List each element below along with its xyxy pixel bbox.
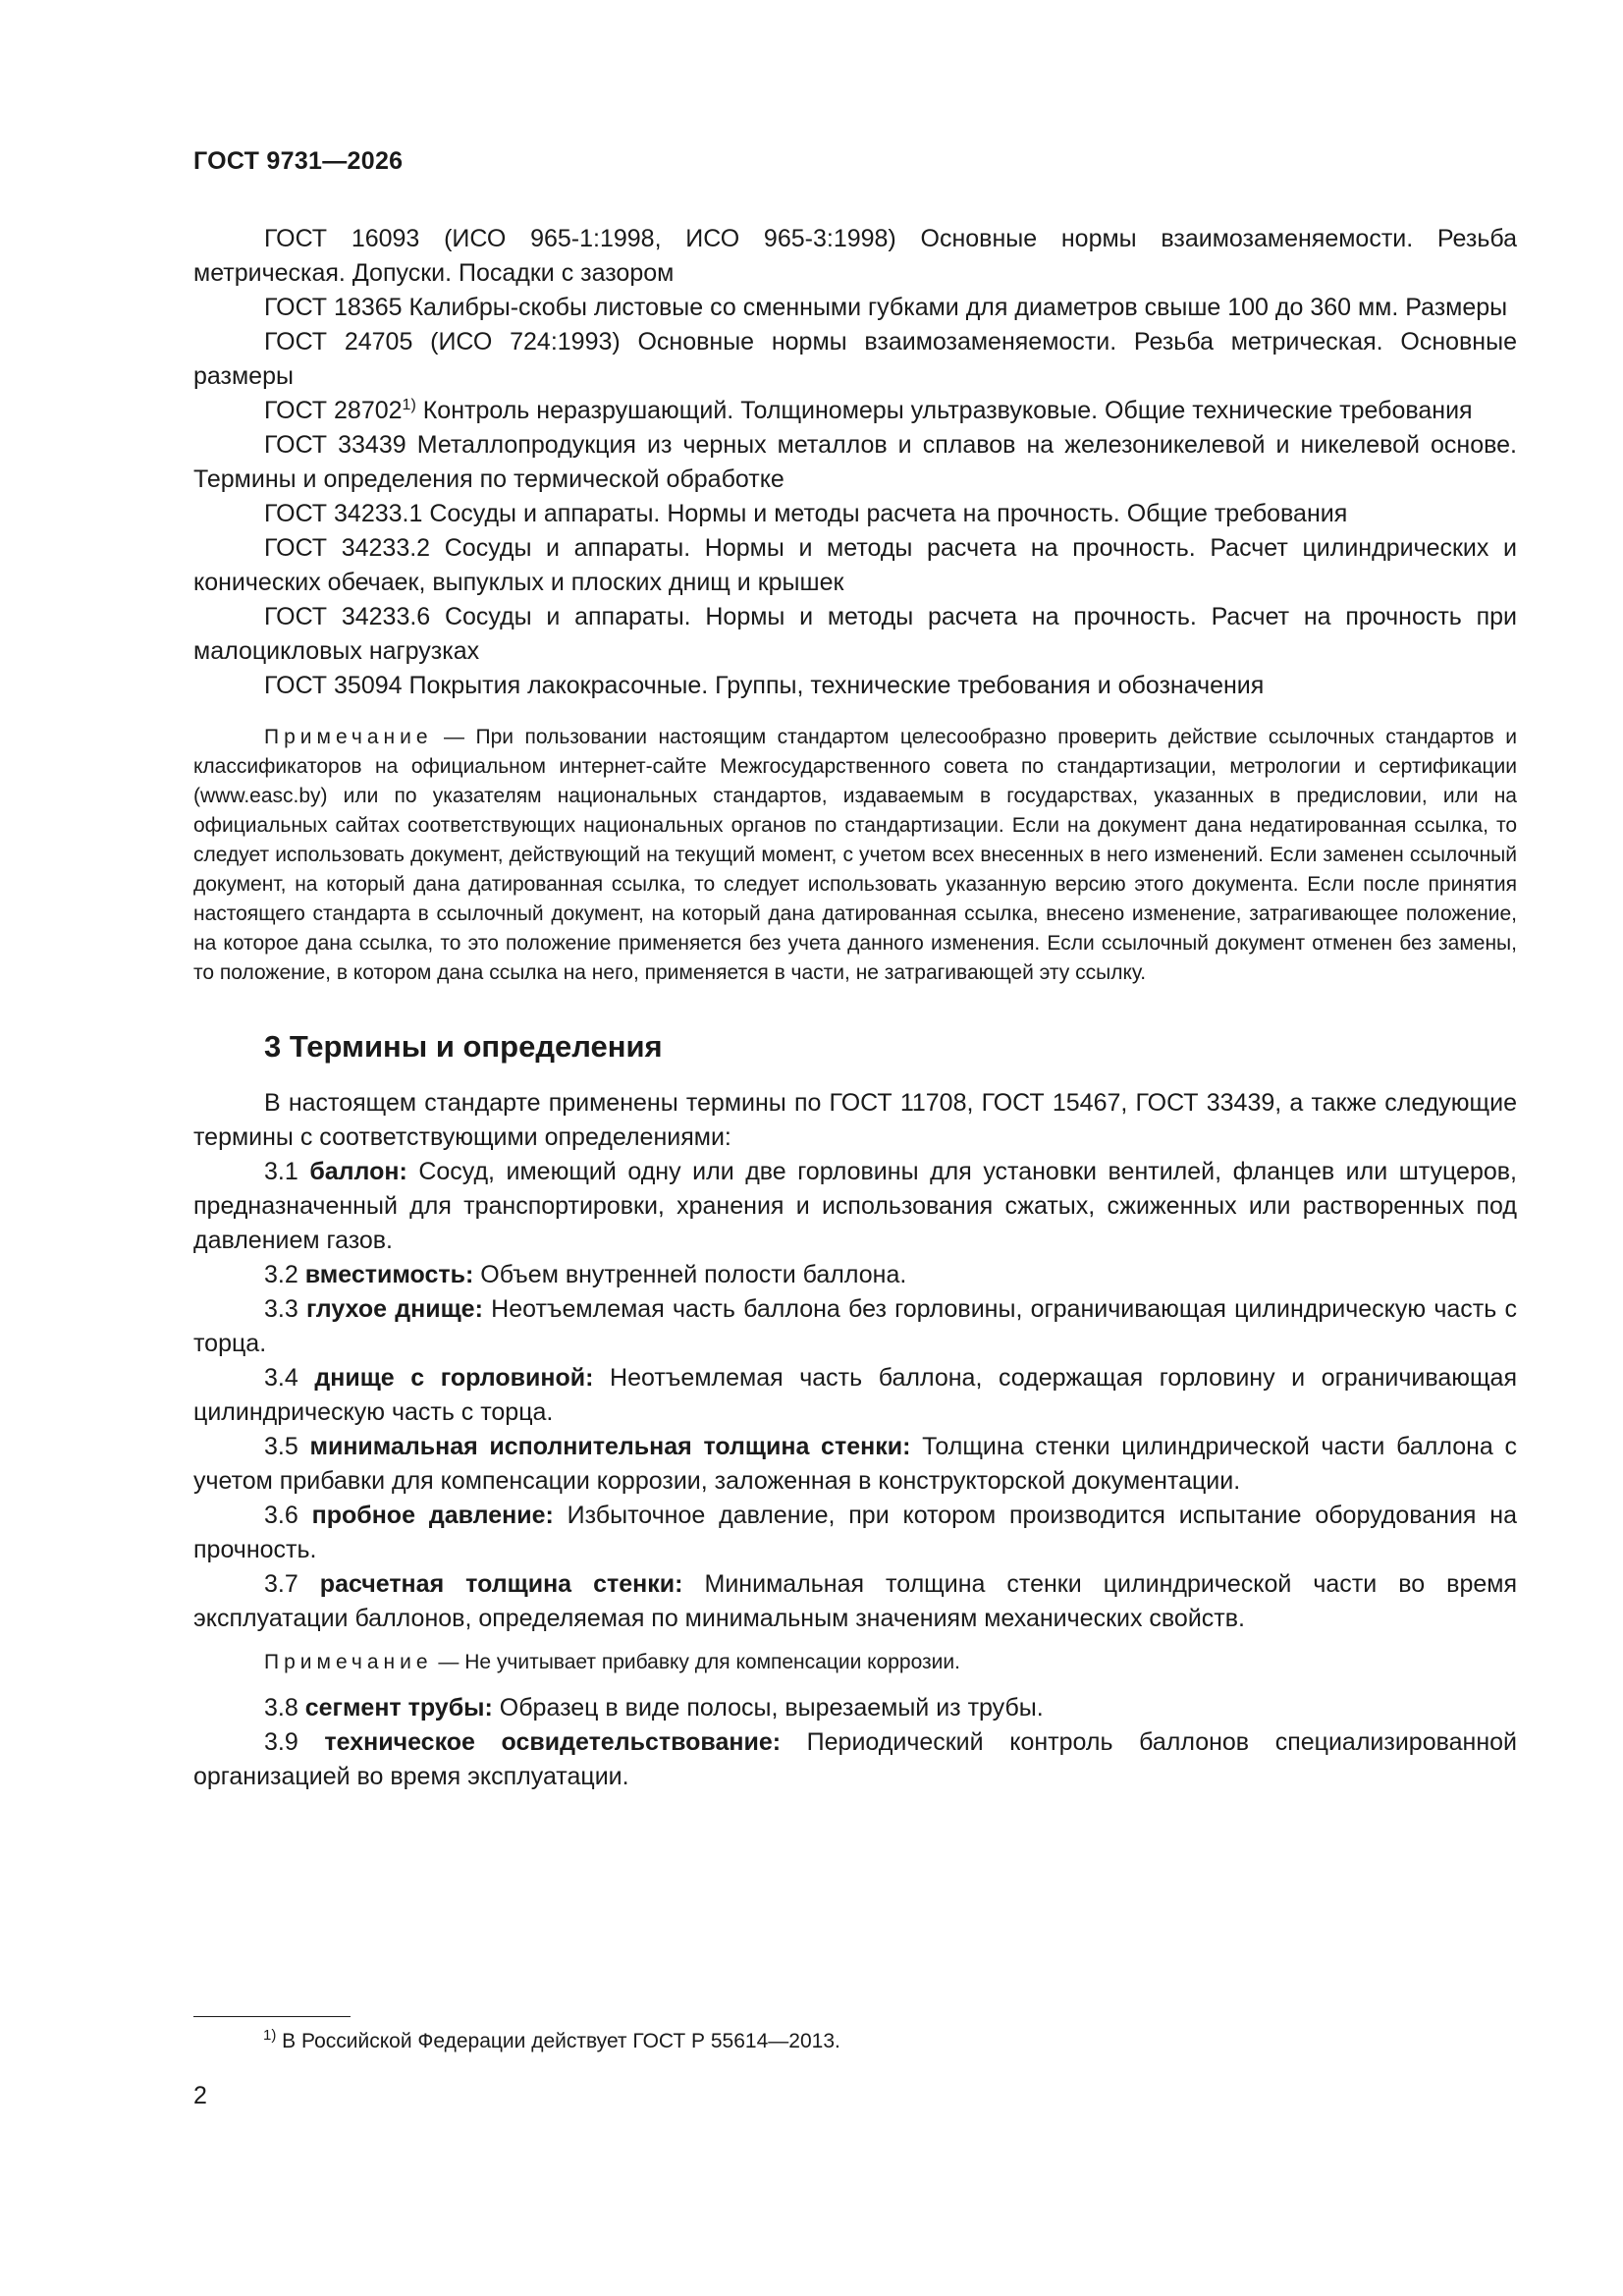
term-definition: Минимальная толщина стенки цилиндрической части во время эксплуатации баллонов, определяемая по минимальным значениям механических свойств. [193, 1570, 1517, 1632]
term-definition: Образец в виде полосы, вырезаемый из трубы. [492, 1694, 1044, 1722]
footnote-separator [193, 2016, 351, 2017]
reference-entry [193, 497, 1517, 531]
footnote-marker: 1) [402, 397, 416, 413]
term-name: вместимость: [304, 1261, 474, 1288]
term-number: 3.3 [264, 1295, 298, 1323]
section-intro: В настоящем стандарте применены термины по ГОСТ 11708, ГОСТ 15467, ГОСТ 33439, а также следующие термины с соответствующими определениями: [193, 1089, 1517, 1151]
reference-code: ГОСТ 34233.6 [264, 603, 431, 630]
term-definition: Неотъемлемая часть баллона без горловины, ограничивающая цилиндрическую часть с торца. [193, 1295, 1517, 1357]
term-definition: Сосуд, имеющий одну или две горловины для установки вентилей, фланцев или штуцеров, предназначенный для транспортировки, хранения и использования сжатых, сжиженных или растворенных под давлением газов. [193, 1158, 1517, 1254]
term-number: 3.5 [264, 1433, 298, 1460]
term-number: 3.2 [264, 1261, 298, 1288]
footnote-mark: 1) [263, 2027, 277, 2044]
page-number: 2 [193, 2082, 207, 2109]
reference-entry [193, 669, 1517, 703]
note-label: Примечание [264, 726, 433, 748]
term-entry [193, 1155, 1517, 1258]
reference-title: Контроль неразрушающий. Толщиномеры ультразвуковые. Общие технические требования [415, 397, 1473, 424]
reference-entry [193, 531, 1517, 600]
reference-title: Покрытия лакокрасочные. Группы, технические требования и обозначения [402, 672, 1265, 699]
term-name: сегмент трубы: [304, 1694, 493, 1722]
document-header: ГОСТ 9731—2026 [193, 147, 404, 175]
term-number: 3.4 [264, 1364, 298, 1392]
reference-code: ГОСТ 34233.2 [264, 534, 431, 562]
term-name: пробное давление: [311, 1502, 554, 1529]
term-entry [193, 1567, 1517, 1636]
term-entry [193, 1691, 1517, 1725]
reference-code: ГОСТ 16093 [264, 225, 420, 252]
term-entry [193, 1725, 1517, 1794]
references-list [193, 222, 1517, 703]
terms-list [193, 1155, 1517, 1636]
reference-entry [193, 222, 1517, 291]
reference-code: ГОСТ 28702 [264, 397, 403, 424]
reference-title: Сосуды и аппараты. Нормы и методы расчета на прочность. Расчет цилиндрических и конических обечаек, выпуклых и плоских днищ и крышек [193, 534, 1518, 596]
term-name: баллон: [309, 1158, 407, 1185]
term-number: 3.9 [264, 1728, 298, 1756]
term-entry [193, 1258, 1517, 1292]
term-number: 3.7 [264, 1570, 298, 1598]
term-number: 3.1 [264, 1158, 298, 1185]
term-name: днище с горловиной: [314, 1364, 594, 1392]
note-text: — Не учитывает прибавку для компенсации коррозии. [432, 1651, 960, 1673]
reference-entry [193, 428, 1517, 497]
footnote-text: В Российской Федерации действует ГОСТ Р 55614—2013. [276, 2030, 840, 2052]
reference-title: (ИСО 724:1993) Основные нормы взаимозаменяемости. Резьба метрическая. Основные размеры [193, 328, 1517, 390]
note-references [193, 723, 1517, 988]
term-entry [193, 1292, 1517, 1361]
reference-title: Металлопродукция из черных металлов и сплавов на железоникелевой и никелевой основе. Термины и определения по термической обработке [193, 431, 1517, 493]
reference-title: (ИСО 965-1:1998, ИСО 965-3:1998) Основные нормы взаимозаменяемости. Резьба метрическая. Допуски. Посадки с зазором [193, 225, 1517, 287]
reference-code: ГОСТ 18365 [264, 294, 403, 321]
reference-title: Калибры-скобы листовые со сменными губками для диаметров свыше 100 до 360 мм. Размеры [402, 294, 1508, 321]
term-definition: Толщина стенки цилиндрической части баллона с учетом прибавки для компенсации коррозии, заложенная в конструкторской документации. [193, 1433, 1517, 1495]
term-name: глухое днище: [306, 1295, 483, 1323]
term-entry [193, 1499, 1517, 1567]
footnote [263, 2027, 840, 2053]
term-definition: Периодический контроль баллонов специализированной организацией во время эксплуатации. [193, 1728, 1517, 1790]
page-content [193, 222, 1517, 1794]
note-text: — При пользовании настоящим стандартом целесообразно проверить действие ссылочных стандартов и классификаторов на официальном интернет-сайте Межгосударственного совета по стандартизации, метрологии и сертификации (www.easc.by) или по указателям национальных стандартов, издаваемым в государствах, указанных в предисловии, или на официальных сайтах соответствующих национальных органов по стандартизации. Если на документ дана недатированная ссылка, то следует использовать документ, действующий на текущий момент, с учетом всех внесенных в него изменений. Если заменен ссылочный документ, на который дана датированная ссылка, то следует использовать указанную версию этого документа. Если после принятия настоящего стандарта в ссылочный документ, на который дана датированная ссылка, внесено изменение, затрагивающее положение, на которое дана ссылка, то это положение применяется без учета данного изменения. Если ссылочный документ отменен без замены, то положение, в котором дана ссылка на него, применяется в части, не затрагивающей эту ссылку. [193, 726, 1517, 984]
reference-entry [193, 325, 1517, 394]
reference-entry [193, 394, 1517, 428]
term-entry [193, 1430, 1517, 1499]
term-entry [193, 1361, 1517, 1430]
section-title: 3 Термины и определения [264, 1029, 663, 1064]
note-term [193, 1648, 1517, 1677]
terms-list-continued [193, 1691, 1517, 1794]
term-name: расчетная толщина стенки: [319, 1570, 683, 1598]
reference-entry [193, 291, 1517, 325]
note-label: Примечание [264, 1651, 433, 1673]
reference-code: ГОСТ 33439 [264, 431, 406, 459]
term-definition: Объем внутренней полости баллона. [473, 1261, 907, 1288]
term-definition: Избыточное давление, при котором производится испытание оборудования на прочность. [193, 1502, 1518, 1563]
reference-code: ГОСТ 34233.1 [264, 500, 423, 527]
term-name: техническое освидетельствование: [324, 1728, 782, 1756]
reference-code: ГОСТ 35094 [264, 672, 403, 699]
term-name: минимальная исполнительная толщина стенки: [309, 1433, 911, 1460]
term-definition: Неотъемлемая часть баллона, содержащая горловину и ограничивающая цилиндрическую часть с торца. [193, 1364, 1517, 1426]
term-number: 3.8 [264, 1694, 298, 1722]
reference-title: Сосуды и аппараты. Нормы и методы расчета на прочность. Общие требования [422, 500, 1348, 527]
reference-entry [193, 600, 1517, 669]
term-number: 3.6 [264, 1502, 298, 1529]
reference-title: Сосуды и аппараты. Нормы и методы расчета на прочность. Расчет на прочность при малоцикловых нагрузках [193, 603, 1517, 665]
reference-code: ГОСТ 24705 [264, 328, 413, 355]
